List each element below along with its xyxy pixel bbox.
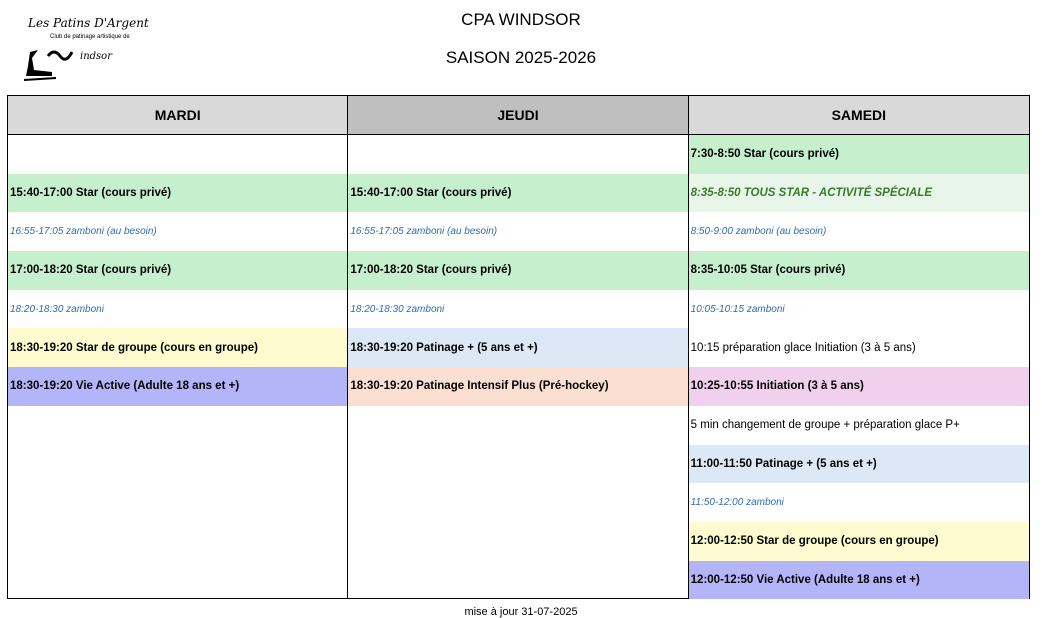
schedule-cell: 8:35-8:50 TOUS STAR - ACTIVITÉ SPÉCIALE [689,174,1029,213]
schedule-cell: 11:50-12:00 zamboni [690,497,784,509]
schedule-cell: 10:15 préparation glace Initiation (3 à 5 ans) [690,341,916,354]
column-header-mardi: MARDI [8,96,347,135]
schedule-cell: 10:05-10:15 zamboni [690,303,785,315]
column-jeudi [348,96,688,598]
schedule-cell: 18:30-19:20 Patinage Intensif Plus (Pré-hockey) [348,367,687,406]
schedule-cell: 12:00-12:50 Vie Active (Adulte 18 ans et +) [689,561,1029,600]
column-header-samedi: SAMEDI [689,96,1029,135]
logo-script-text: Les Patins D'Argent [28,16,149,30]
schedule-cell: 18:30-19:20 Patinage + (5 ans et +) [348,328,687,367]
schedule-cell [348,135,687,174]
schedule-cell: 18:30-19:20 Star de groupe (cours en groupe) [8,328,347,367]
schedule-table [7,95,1030,599]
season-title: SAISON 2025-2026 [445,48,597,67]
schedule-cell: 16:55-17:05 zamboni (au besoin) [350,226,498,238]
schedule-cell: 15:40-17:00 Star (cours privé) [8,174,347,213]
schedule-cell: 8:35-10:05 Star (cours privé) [689,251,1029,290]
schedule-cell: 18:30-19:20 Vie Active (Adulte 18 ans et +) [8,367,347,406]
schedule-cell: 17:00-18:20 Star (cours privé) [348,251,687,290]
schedule-cell: 15:40-17:00 Star (cours privé) [348,174,687,213]
logo-city-text: indsor [80,51,112,62]
schedule-cell: 18:20-18:30 zamboni [10,303,104,315]
column-mardi [8,96,348,598]
schedule-cell: 16:55-17:05 zamboni (au besoin) [10,226,157,238]
logo-subtitle: Club de patinage artistique de [50,34,130,40]
schedule-cell: 7:30-8:50 Star (cours privé) [689,135,1029,174]
schedule-cell: 8:50-9:00 zamboni (au besoin) [690,226,827,238]
schedule-cell: 5 min changement de groupe + préparation glace P+ [690,419,960,432]
schedule-cell: 18:20-18:30 zamboni [350,303,445,315]
schedule-cell: 10:25-10:55 Initiation (3 à 5 ans) [689,367,1029,406]
schedule-cell: 17:00-18:20 Star (cours privé) [8,251,347,290]
update-note: mise à jour 31-07-2025 [464,606,578,618]
page-title: CPA WINDSOR [461,10,581,29]
schedule-cell: 12:00-12:50 Star de groupe (cours en groupe) [689,522,1029,561]
schedule-cell: 11:00-11:50 Patinage + (5 ans et +) [689,445,1029,484]
column-header-jeudi: JEUDI [348,96,687,135]
column-samedi [689,96,1029,598]
schedule-cell [8,135,347,174]
